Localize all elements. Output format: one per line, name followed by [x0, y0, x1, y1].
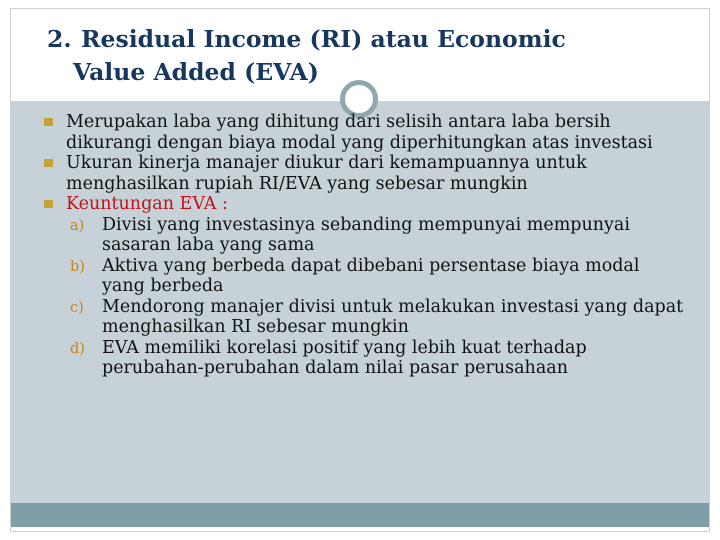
- square-bullet-icon: [44, 200, 53, 208]
- sub-item-letter: d): [70, 340, 85, 357]
- sub-item-text: Divisi yang investasinya sebanding mempunyai mempunyai sasaran laba yang sama: [102, 214, 630, 255]
- sub-item-letter: c): [70, 299, 84, 316]
- sub-list-item: [44, 338, 684, 379]
- sub-list-item: [44, 256, 684, 297]
- bullet-item: [44, 153, 684, 194]
- title-line-2: Value Added (EVA): [73, 58, 319, 86]
- bullet-item: [44, 194, 684, 215]
- sub-item-text: EVA memiliki korelasi positif yang lebih kuat terhadap perubahan-perubahan dalam nilai pasar perusahaan: [102, 337, 587, 378]
- title-line-1: Residual Income (RI) atau Economic: [81, 25, 566, 53]
- bullet-text: Keuntungan EVA :: [66, 194, 228, 214]
- sub-item-text: Mendorong manajer divisi untuk melakukan investasi yang dapat menghasilkan RI sebesar mungkin: [102, 296, 684, 337]
- sub-item-letter: a): [70, 217, 85, 234]
- sub-item-text: Aktiva yang berbeda dapat dibebani persentase biaya modal yang berbeda: [102, 255, 640, 296]
- bullet-text: Ukuran kinerja manajer diukur dari kemampuannya untuk menghasilkan rupiah RI/EVA yang sebesar mungkin: [66, 153, 587, 194]
- slide-content: [44, 112, 684, 379]
- slide-title: [47, 23, 687, 89]
- sub-list-item: [44, 297, 684, 338]
- sub-list: [44, 215, 684, 379]
- bullet-item: [44, 112, 684, 153]
- sub-list-item: [44, 215, 684, 256]
- square-bullet-icon: [44, 118, 53, 126]
- square-bullet-icon: [44, 159, 53, 167]
- bullet-text: Merupakan laba yang dihitung dari selisih antara laba bersih dikurangi dengan biaya modal yang diperhitungkan atas investasi: [66, 112, 653, 153]
- bottom-strip: [11, 503, 709, 527]
- title-number: 2.: [47, 25, 72, 53]
- sub-item-letter: b): [70, 258, 85, 275]
